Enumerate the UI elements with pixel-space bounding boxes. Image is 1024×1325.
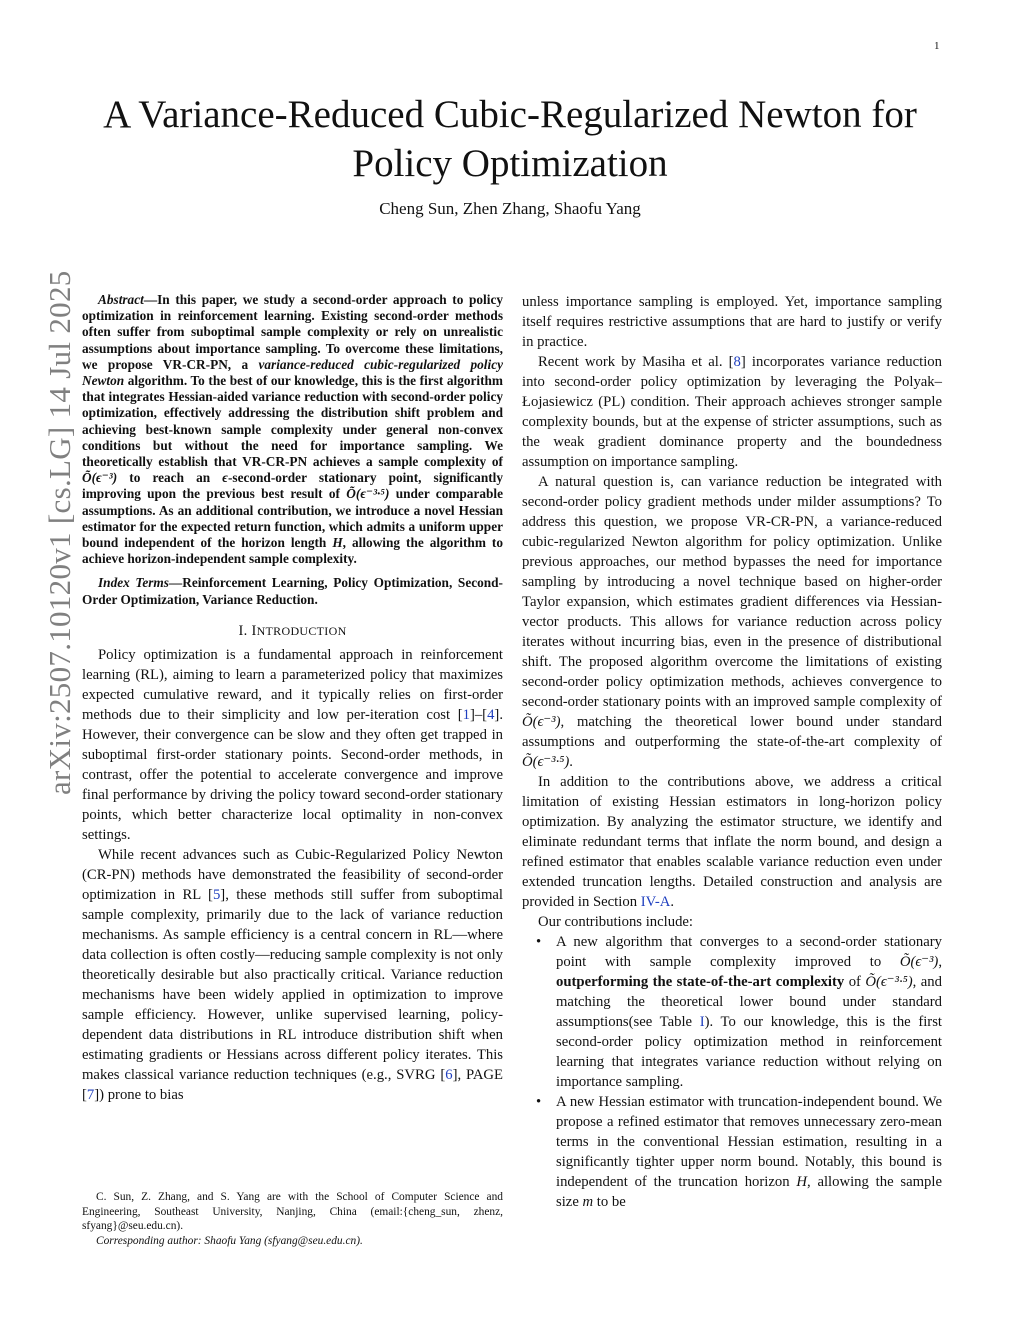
abstract-math-epsilon: ϵ [222, 470, 228, 486]
citation-link-1[interactable]: 1 [462, 706, 470, 723]
paper-title [60, 90, 960, 188]
abstract-math-horizon: H [332, 535, 343, 551]
right-p2-text-a: A natural question is, can variance reduction be integrated with second-order policy gradient methods under milder assumptions? To address this question, we propose VR-CR-PN, a variance-reduced cubic-regularized Newton algorithm for policy optimization. Unlike previous approaches, our method bypasses the need for importance sampling by introducing a novel technique based on higher-order Taylor expansion, which estimates gradient differences via Hessian-vector products. This allows for variance reduction across policy iterates without incurring bias, even in the presence of distributional shift. The proposed algorithm overcome the limitations of existing second-order policy optimization methods, achieves convergence to second-order stationary points with an improved sample complexity of [522, 474, 942, 710]
author-footnote [82, 1190, 503, 1248]
section-title-initial: I [251, 622, 257, 639]
abstract-text-1: —In this paper, we study a second-order approach to policy optimization in reinforcement learning. Existing second-order methods often suffer from suboptimal sample complexity or rely on unrealistic assumptions about importance sampling. To overcome these limitations, we propose VR-CR-PN, a [82, 292, 503, 372]
right-paragraph-masiha [522, 352, 942, 472]
contrib1-text-c: of [844, 974, 866, 990]
citation-link-5[interactable]: 5 [212, 886, 221, 903]
intro-paragraph-2 [82, 845, 503, 1105]
intro-p2-text-c: ], PAGE [ [82, 1066, 503, 1103]
citation-link-7[interactable]: 7 [86, 1086, 95, 1103]
contrib2-math-m: m [582, 1194, 594, 1210]
contribution-item-1 [556, 932, 942, 1092]
intro-p2-text-a: While recent advances such as Cubic-Regularized Policy Newton (CR-PN) methods have demonstrated the feasibility of second-order optimization in RL [ [82, 846, 503, 903]
intro-paragraph-1 [82, 645, 503, 845]
intro-p1-text-b: ]–[ [469, 706, 488, 723]
abstract-lead: Abstract [98, 292, 144, 307]
contrib2-text-c: to be [593, 1194, 626, 1210]
right-p2-text-b: , matching the theoretical lower bound under standard assumptions and outperforming the state-of-the-art complexity of [522, 714, 942, 750]
left-column [82, 292, 503, 1105]
footnote-corresponding-author: Corresponding author: Shaofu Yang (sfyang@seu.edu.cn). [96, 1234, 363, 1247]
citation-link-8[interactable]: 8 [733, 354, 741, 370]
contrib1-math-2: Õ(ϵ⁻³·⁵) [865, 974, 913, 990]
abstract-italic-phrase: variance-reduced cubic-regularized policy Newton [82, 356, 503, 389]
contrib1-text-e: ). To our knowledge, this is the first second-order policy optimization method in reinforcement learning that integrates variance reduction without relying on importance sampling. [556, 1014, 942, 1090]
citation-link-4[interactable]: 4 [487, 706, 495, 723]
abstract-text-4: -second-order stationary point, significantly improving upon the previous best result of [82, 470, 503, 502]
intro-p2-text-b: ], these methods still suffer from suboptimal sample complexity, primarily due to the lack of variance reduction mechanisms. As sample efficiency is a central concern in RL—where data collection is often costly—reducing sample complexity is not only theoretically desirable but also practically critical. Variance reduction mechanisms have been widely applied in optimization to improve sample efficiency. However, unlike supervised learning, policy-dependent data distributions in RL introduce distribution shift when estimating gradients or Hessians across different policy iterates. This makes classical variance reduction techniques (e.g., SVRG [ [82, 886, 503, 1083]
right-paragraph-hessian [522, 772, 942, 912]
intro-p1-text-a: Policy optimization is a fundamental approach in reinforcement learning (RL), aiming to learn a parameterized policy that maximizes expected cumulative reward, and it typically relies on first-order methods due to their simplicity and low per-iteration cost [ [82, 646, 503, 723]
abstract [82, 292, 503, 567]
author-list: Cheng Sun, Zhen Zhang, Shaofu Yang [379, 199, 641, 218]
intro-p1-text-c: ]. However, their convergence can be slow and they often get trapped in suboptimal first-order stationary points. Second-order methods, in contrast, offer the potential to accelerate convergence and improve final performance by driving the policy toward second-order stationary points, which better characterize local optimality in non-convex settings. [82, 706, 503, 843]
contrib2-math-horizon: H [796, 1174, 807, 1190]
section-heading-introduction [82, 621, 503, 641]
footnote-affiliation: C. Sun, Z. Zhang, and S. Yang are with the School of Computer Science and Engineering, Southeast University, Nanjing, China (email:{cheng_sun, zhenz, sfyang}@seu.edu.cn). [82, 1191, 503, 1233]
contrib2-text-b: , allowing the sample size [556, 1174, 942, 1210]
arxiv-identifier: arXiv:2507.10120v1 [cs.LG] 14 Jul 2025 [42, 270, 77, 795]
abstract-text-3: to reach an [117, 470, 223, 486]
citation-link-6[interactable]: 6 [445, 1066, 453, 1083]
right-p3-text-b: . [670, 894, 675, 910]
abstract-text-6: , allowing the algorithm to achieve horizon-independent sample complexity. [82, 535, 503, 567]
intro-p2-text-d: ]) prone to bias [94, 1086, 184, 1103]
index-terms [82, 575, 503, 607]
contributions-list [522, 932, 942, 1212]
right-p1-text-a: Recent work by Masiha et al. [ [538, 354, 734, 370]
title-line-1: A Variance-Reduced Cubic-Regularized Newton for [103, 93, 917, 136]
right-paragraph-continued: unless importance sampling is employed. Yet, importance sampling itself requires restrictive assumptions that are hard to justify or verify in practice. [522, 294, 942, 350]
contrib1-bold: outperforming the state-of-the-art complexity [556, 974, 845, 990]
abstract-text-5: under comparable assumptions. As an additional contribution, we introduce a novel Hessian estimator for the expected return function, which admits a uniform upper bound independent of the horizon length [82, 486, 504, 551]
contrib1-text-d: , and matching the theoretical lower bound under standard assumptions(see Table [556, 974, 942, 1030]
right-p2-math-2: Õ(ϵ⁻³·⁵) [522, 754, 570, 770]
section-title-rest: NTRODUCTION [256, 623, 347, 638]
contrib1-math-1: Õ(ϵ⁻³) [899, 954, 939, 970]
title-line-2: Policy Optimization [352, 142, 668, 185]
page-number: 1 [934, 40, 940, 52]
right-p2-math-1: Õ(ϵ⁻³) [522, 714, 561, 730]
right-paragraph-proposal [522, 472, 942, 772]
contrib1-text-b: , [938, 954, 942, 970]
right-p1-text-b: ] incorporates variance reduction into second-order policy optimization by leveraging the Polyak–Łojasiewicz (PL) condition. Their approach achieves stronger sample complexity bounds, but at the expense of stricter assumptions, such as the weak gradient dominance property and the boundedness assumption on importance sampling. [522, 354, 942, 470]
right-p3-text-a: In addition to the contributions above, we address a critical limitation of existing Hessian estimators in long-horizon policy optimization. By analyzing the estimator structure, we identify and eliminate redundant terms that inflate the norm bound, and design a refined estimator that enables scalable variance reduction even under extended truncation lengths. Detailed construction and analysis are provided in Section [522, 774, 942, 910]
contrib2-text-a: A new Hessian estimator with truncation-independent bound. We propose a refined estimator that removes unnecessary zero-mean terms in the conventional Hessian estimation, resulting in a significantly tighter upper norm bound. Notably, this bound is independent of the truncation horizon [556, 1094, 942, 1190]
abstract-math-complexity: Õ(ϵ⁻³) [82, 470, 118, 486]
right-column [522, 292, 942, 1212]
index-terms-text: —Reinforcement Learning, Policy Optimization, Second-Order Optimization, Variance Reduction. [82, 575, 503, 607]
table-link-i[interactable]: I [699, 1014, 705, 1030]
index-terms-lead: Index Terms [98, 575, 169, 591]
section-number: I. [238, 622, 252, 639]
abstract-text-2: algorithm. To the best of our knowledge, this is the first algorithm that integrates Hessian-aided variance reduction with second-order policy optimization, effectively addressing the distribution shift problem and achieving best-known sample complexity under general non-convex conditions but without the need for importance sampling. We theoretically establish that VR-CR-PN achieves a sample complexity of [82, 373, 503, 470]
right-p2-text-c: . [569, 754, 573, 770]
contributions-intro: Our contributions include: [538, 914, 694, 930]
abstract-math-previous: Õ(ϵ⁻³·⁵) [346, 486, 390, 502]
contrib1-text-a: A new algorithm that converges to a second-order stationary point with sample complexity improved to [556, 934, 942, 970]
section-link-iv-a[interactable]: IV-A [640, 894, 671, 910]
contribution-item-2 [556, 1092, 942, 1212]
